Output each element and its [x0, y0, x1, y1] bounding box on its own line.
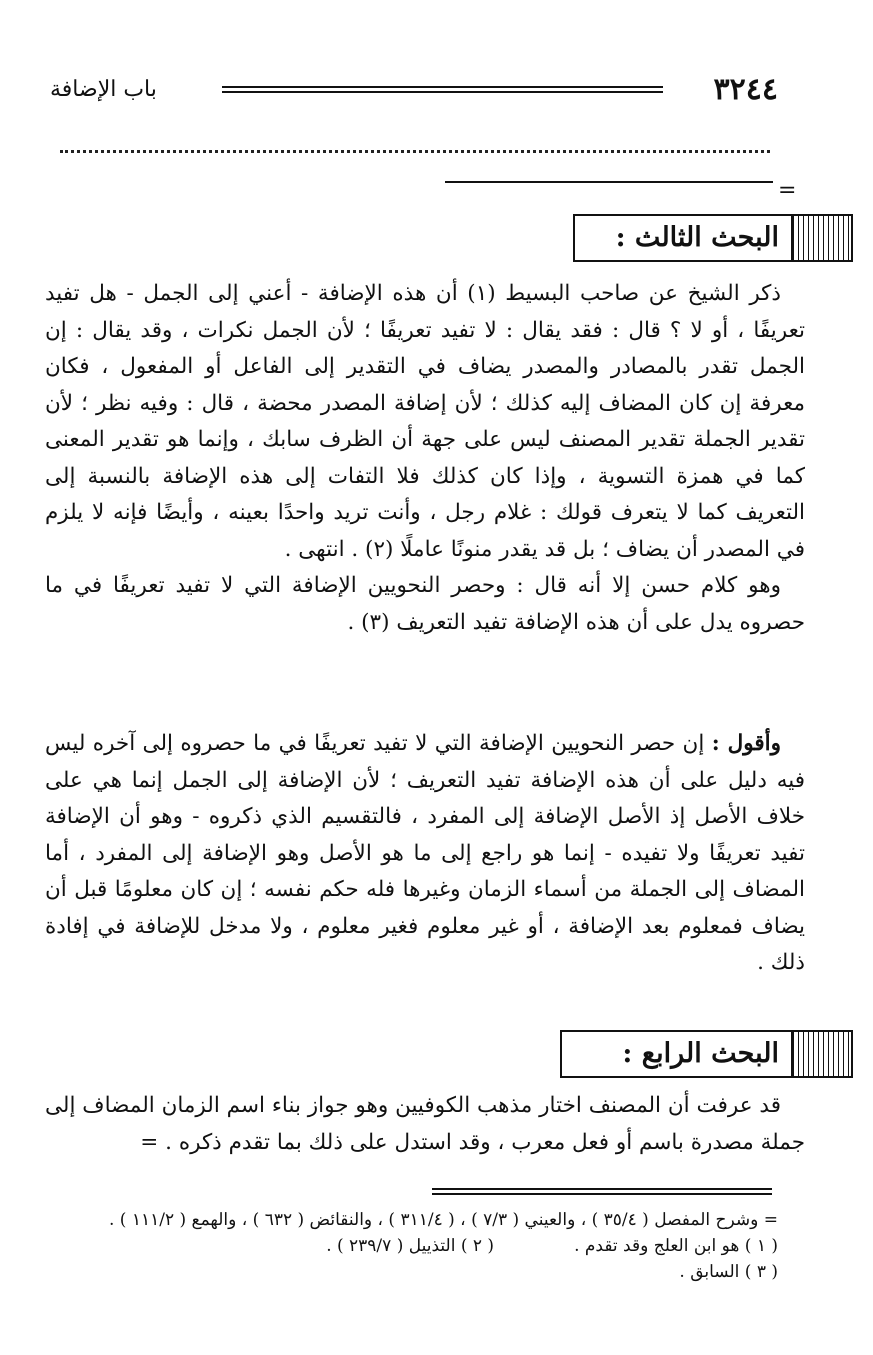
section-title: البحث الثالث :	[615, 222, 779, 253]
paragraph	[45, 726, 805, 982]
short-rule	[445, 181, 773, 183]
page-number: ٣٢٤٤	[713, 72, 778, 107]
footnote-1: ( ١ ) هو ابن العلج وقد تقدم .	[574, 1236, 778, 1256]
paragraph: وهو كلام حسن إلا أنه قال : وحصر النحويين الإضافة التي لا تفيد تعريفًا في ما حصروه يدل على أن هذه الإضافة تفيد التعريف (٣) .	[45, 573, 805, 635]
page-header	[50, 70, 778, 110]
section-title: البحث الرابع :	[622, 1038, 779, 1069]
section-heading-fourth	[560, 1030, 853, 1078]
section-fourth-body	[45, 1088, 805, 1161]
header-rule	[222, 86, 663, 93]
aqul-lead: وأقول :	[711, 731, 781, 756]
footnote-3: ( ٣ ) السابق .	[679, 1262, 778, 1282]
footnote-row	[45, 1233, 778, 1259]
aqul-block	[45, 726, 805, 982]
hatch-ornament	[791, 1032, 851, 1076]
hatch-ornament	[791, 216, 851, 260]
continuation-mark: =	[778, 178, 797, 203]
footnotes	[45, 1207, 778, 1285]
chapter-title: باب الإضافة	[50, 77, 157, 102]
paragraph: ذكر الشيخ عن صاحب البسيط (١) أن هذه الإضافة - أعني إلى الجمل - هل تفيد تعريفًا ، أو لا ؟ قال : فقد يقال : لا تفيد تعريفًا ؛ لأن الجمل نكرات ، وقد يقال : إن الجمل تقدر بالمصادر والمصدر يضاف في التقدير إلى الفاعل أو المفعول ، فكان معرفة إن كان المضاف إليه كذلك ؛ لأن إضافة المصدر محضة ، قال : وفيه نظر ؛ لأن تقدير الجملة تقدير المصنف ليس على جهة أن الظرف سابك ، وإنما هو تقدير المعنى كما في همزة التسوية ، وإذا كان كذلك فلا التفات إلى هذه الإضافة بالنسبة إلى التعريف كما لا يتعرف قولك : غلام رجل ، وأنت تريد واحدًا بعينه ، وأيضًا فإنه لا يلزم في المصدر أن يضاف ؛ بل قد يقدر منونًا عاملًا (٢) . انتهى .	[45, 281, 805, 562]
section-heading-third	[573, 214, 853, 262]
footnote-rule	[432, 1188, 772, 1195]
aqul-text: إن حصر النحويين الإضافة التي لا تفيد تعريفًا في ما حصروه إلى آخره ليس فيه دليل على أن هذه الإضافة تفيد التعريف ؛ لأن الإضافة إلى الجمل إنما هي على خلاف الأصل إذ الأصل الإضافة إلى المفرد ، فالتقسيم الذي ذكروه - وهو أن الإضافة تفيد تعريفًا ولا تفيده - إنما هو راجع إلى ما هو الأصل وهو الإضافة إلى المفرد ، أما المضاف إلى الجملة من أسماء الزمان وغيرها فله حكم نفسه ؛ إن كان معلومًا قبل أن يضاف فمعلوم بعد الإضافة ، أو غير معلوم فغير معلوم ، ولا مدخل للإضافة في إفادة ذلك .	[45, 731, 805, 975]
paragraph: قد عرفت أن المصنف اختار مذهب الكوفيين وهو جواز بناء اسم الزمان المضاف إلى جملة مصدرة باسم أو فعل معرب ، وقد استدل على ذلك بما تقدم ذكره . =	[45, 1093, 805, 1155]
footnote-2: ( ٢ ) التذييل ( ٢٣٩/٧ ) .	[326, 1236, 495, 1256]
section-third-body	[45, 276, 805, 641]
dotted-separator	[60, 150, 770, 153]
footnote-continuation: = وشرح المفصل ( ٣٥/٤ ) ، والعيني ( ٧/٣ ) ، ( ٣١١/٤ ) ، والنقائض ( ٦٣٢ ) ، والهمع ( ١١١/٢ ) .	[108, 1210, 778, 1230]
